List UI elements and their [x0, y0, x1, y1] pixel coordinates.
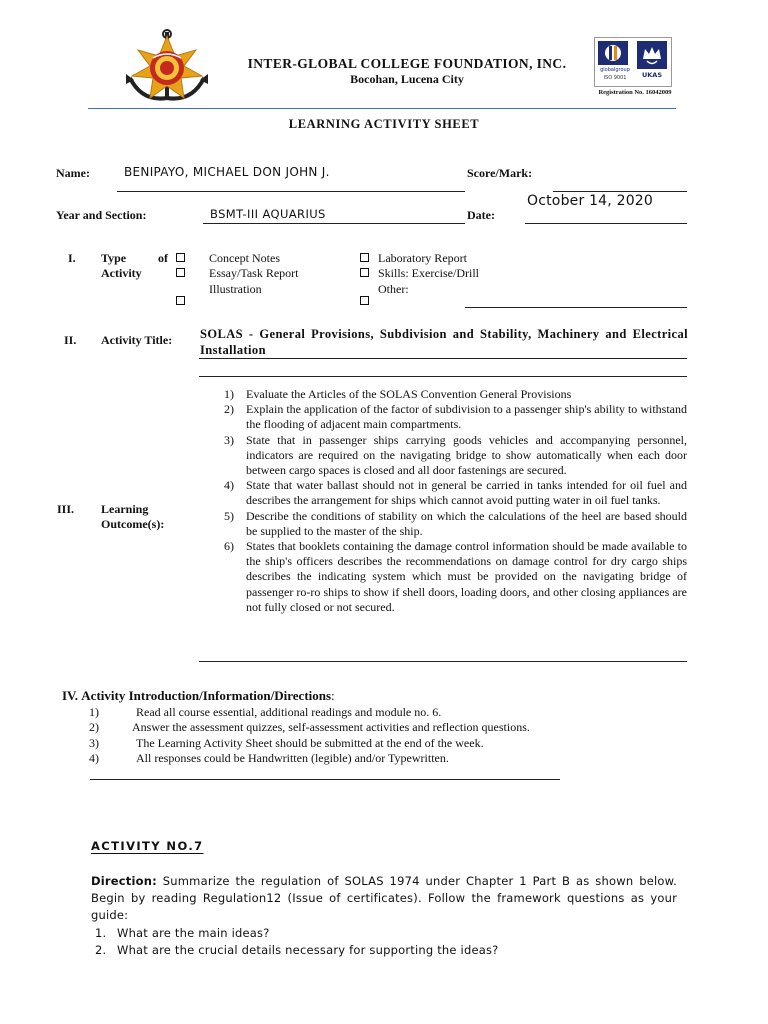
direction-number: 3) — [89, 735, 99, 750]
activity-title-value: SOLAS - General Provisions, Subdivision and Stability, Machinery and Electrical Installation — [200, 327, 688, 357]
section-3-numeral: III. — [57, 502, 75, 516]
outcome-text: Explain the application of the factor of subdivision to a passenger ship's ability to withstand the flooding of adjacent main compartments. — [246, 402, 687, 432]
direction-item — [89, 705, 530, 720]
checkbox-essay-task-report[interactable] — [176, 268, 185, 277]
section-4-title: Activity Introduction/Information/Directions — [81, 688, 332, 703]
option-essay-task-report: Essay/Task Report — [209, 266, 299, 280]
activity-title-underline — [199, 358, 687, 359]
section-1-label-of: of — [158, 251, 168, 265]
question-text: What are the crucial details necessary for supporting the ideas? — [117, 943, 499, 957]
outcomes-bottom-rule — [199, 661, 687, 662]
outcome-text: Evaluate the Articles of the SOLAS Convention General Provisions — [246, 387, 572, 401]
certification-logo — [594, 37, 672, 87]
activity-direction — [91, 873, 677, 924]
framework-question — [93, 942, 498, 959]
outcome-item — [224, 509, 687, 539]
other-underline[interactable] — [465, 307, 687, 308]
outcome-number: 6) — [224, 539, 234, 554]
section-1-numeral: I. — [68, 251, 76, 265]
date-underline — [525, 223, 687, 224]
outcome-text: States that booklets containing the damage control information should be made available to the ship's officers describes the recommendations on damage control for dry cargo ships describes the indicating system which must be provided on the navigating bridge of passenger ro-ro ships to show if shell doors, loading doors, and other closing appliances are not fully closed or not secured. — [246, 539, 687, 614]
option-illustration: Illustration — [209, 282, 262, 296]
option-other: Other: — [378, 282, 409, 296]
direction-item — [89, 720, 530, 735]
direction-text: Answer the assessment quizzes, self-assessment activities and reflection questions. — [132, 720, 530, 735]
outcome-number: 4) — [224, 478, 234, 493]
sheet-title: LEARNING ACTIVITY SHEET — [288, 117, 480, 131]
checkbox-other[interactable] — [360, 296, 369, 305]
institution-location: Bocohan, Lucena City — [350, 72, 464, 86]
outcome-text: State that in passenger ships carrying goods vehicles and accompanying personnel, indicators are required on the navigating bridge to show automatically when each door between cargo spaces is closed and all door fastenings are secured. — [246, 432, 687, 478]
cert-brand-text: globalgroup — [600, 67, 630, 73]
year-section-label: Year and Section: — [56, 208, 147, 222]
direction-text: Summarize the regulation of SOLAS 1974 under Chapter 1 Part B as shown below. Begin by reading Regulation12 (Issue of certificates). Follow the framework questions as your guide: — [91, 874, 678, 922]
year-section-underline — [203, 223, 465, 224]
framework-questions-list — [93, 925, 498, 959]
score-underline — [553, 191, 687, 192]
direction-number: 1) — [89, 705, 99, 719]
institution-name: INTER-GLOBAL COLLEGE FOUNDATION, INC. — [247, 56, 567, 71]
direction-item — [89, 736, 530, 751]
question-text: What are the main ideas? — [117, 926, 270, 940]
direction-label: Direction: — [91, 874, 157, 888]
outcome-item — [224, 478, 687, 508]
global-group-logo-icon — [598, 41, 628, 65]
section-1-label-type: Type — [101, 251, 127, 265]
activity-title-label: Activity Title: — [101, 333, 173, 347]
activity-number-title: ACTIVITY NO.7 — [91, 839, 204, 853]
header-rule — [88, 108, 676, 109]
checkbox-illustration[interactable] — [176, 296, 185, 305]
outcome-text: Describe the conditions of stability on which the calculations of the heel are based should be supplied to the master of the ship. — [246, 508, 687, 538]
direction-item — [89, 751, 530, 766]
outcome-text: State that water ballast should not in general be carried in tanks intended for oil fuel and describes the arrangement for ships which cannot avoid putting water in oil fuel tanks. — [246, 478, 687, 508]
outcome-item — [224, 402, 687, 432]
name-field[interactable]: BENIPAYO, MICHAEL DON JOHN J. — [124, 165, 330, 179]
direction-number: 4) — [89, 750, 99, 765]
date-field[interactable]: October 14, 2020 — [527, 193, 654, 209]
ukas-crown-icon — [637, 41, 667, 69]
directions-divider — [90, 779, 560, 780]
question-number: 1. — [95, 926, 107, 940]
learning-outcomes-label-1: Learning — [101, 502, 149, 516]
section-1-label-activity: Activity — [101, 266, 142, 280]
name-label: Name: — [56, 166, 90, 180]
registration-number: Registration No. 16042009 — [598, 89, 672, 96]
outcome-item — [224, 433, 687, 479]
outcome-number: 1) — [224, 387, 234, 401]
name-underline — [117, 191, 465, 192]
direction-text: Read all course essential, additional readings and module no. 6. — [136, 705, 442, 719]
question-number: 2. — [95, 943, 107, 957]
direction-number: 2) — [89, 720, 99, 735]
learning-outcomes-list — [224, 387, 687, 615]
framework-question — [93, 925, 498, 942]
option-laboratory-report: Laboratory Report — [378, 251, 467, 265]
year-section-field[interactable]: BSMT-III AQUARIUS — [210, 207, 326, 221]
ukas-text: UKAS — [641, 71, 663, 79]
directions-list — [89, 705, 530, 766]
checkbox-laboratory-report[interactable] — [360, 253, 369, 262]
section-4-numeral: IV. — [62, 688, 79, 703]
checkbox-skills-exercise-drill[interactable] — [360, 268, 369, 277]
outcomes-top-rule — [199, 376, 687, 377]
college-seal-logo — [112, 28, 222, 103]
option-skills-exercise-drill: Skills: Exercise/Drill — [378, 266, 479, 280]
learning-outcomes-label-2: Outcome(s): — [101, 517, 165, 531]
outcome-item — [224, 387, 687, 402]
section-4-heading — [62, 688, 335, 704]
outcome-number: 3) — [224, 432, 234, 447]
date-label: Date: — [467, 208, 495, 222]
outcome-number: 5) — [224, 508, 234, 523]
outcome-item — [224, 539, 687, 615]
option-concept-notes: Concept Notes — [209, 251, 280, 265]
direction-text: The Learning Activity Sheet should be submitted at the end of the week. — [136, 735, 484, 750]
direction-text: All responses could be Handwritten (legible) and/or Typewritten. — [136, 750, 449, 765]
cert-standard-text: ISO 9001 — [603, 75, 627, 81]
outcome-number: 2) — [224, 402, 234, 417]
section-4-colon: : — [331, 688, 335, 703]
checkbox-concept-notes[interactable] — [176, 253, 185, 262]
section-2-numeral: II. — [64, 333, 77, 347]
score-label: Score/Mark: — [467, 166, 533, 180]
